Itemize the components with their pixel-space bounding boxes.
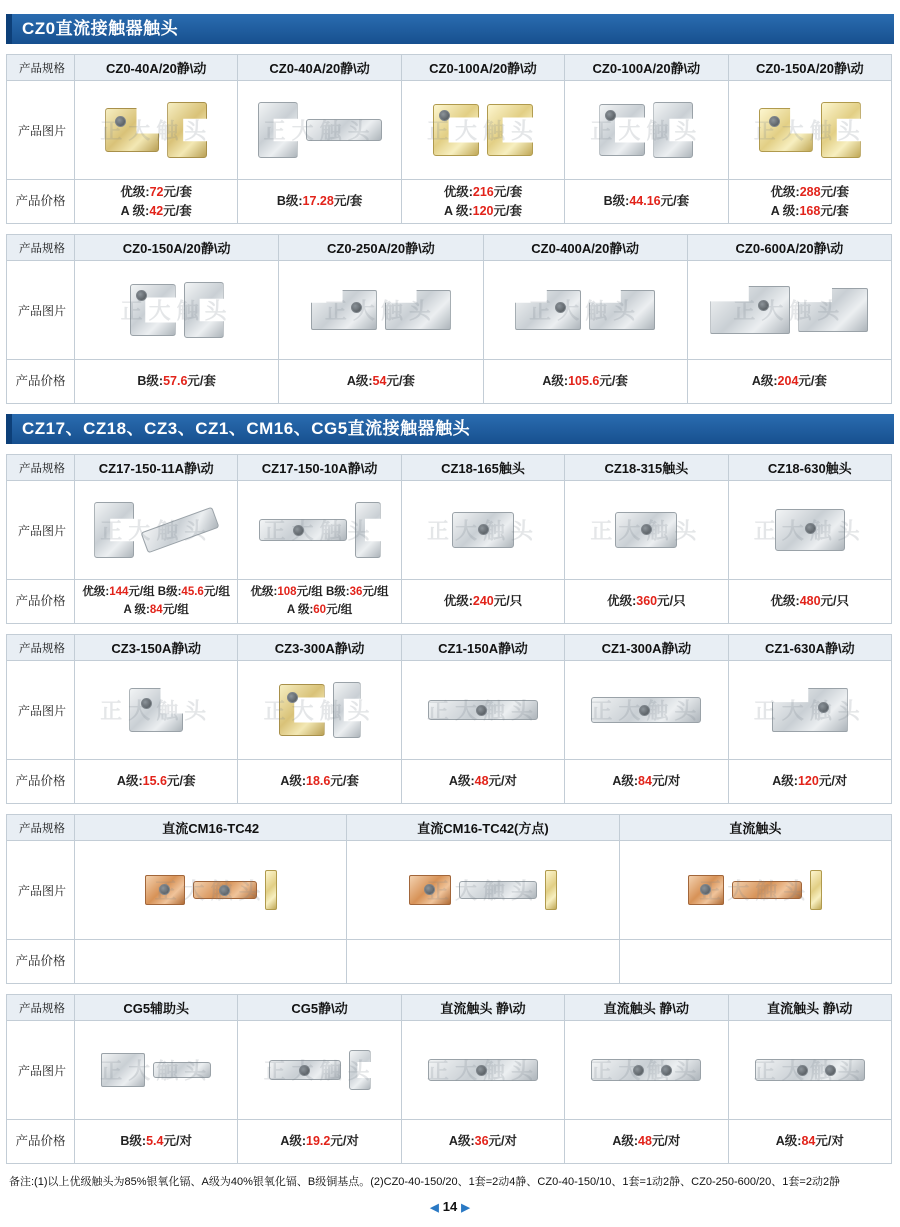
product-image-cell — [483, 261, 687, 360]
price-cell — [728, 760, 891, 804]
price-cell — [728, 180, 891, 224]
price-cell — [347, 940, 619, 984]
product-image-cell — [565, 1021, 728, 1120]
row-label-spec: 产品规格 — [7, 995, 75, 1021]
product-image-cell — [75, 81, 238, 180]
table-row — [7, 995, 892, 1021]
price-cell — [565, 1120, 728, 1164]
product-image-cell — [401, 1021, 564, 1120]
spec-cell: CZ17-150-11A静\动 — [75, 455, 238, 481]
price-cell — [279, 360, 483, 404]
product-image-cell — [728, 81, 891, 180]
product-image-cell — [565, 81, 728, 180]
spec-cell: CZ18-630触头 — [728, 455, 891, 481]
row-label-image: 产品图片 — [7, 1021, 75, 1120]
watermark: 正大触头 — [733, 298, 846, 324]
price-cell — [401, 180, 564, 224]
table-row — [7, 940, 892, 984]
product-table — [6, 234, 892, 404]
price-text: 优级:240元/只 — [443, 594, 523, 609]
product-image-cell — [401, 661, 564, 760]
row-label-spec: 产品规格 — [7, 635, 75, 661]
price-text: 优级:360元/只 — [607, 594, 686, 609]
table-row — [7, 455, 892, 481]
spec-cell: CZ0-250A/20静\动 — [279, 235, 483, 261]
row-label-image: 产品图片 — [7, 661, 75, 760]
table-row — [7, 55, 892, 81]
product-image-cell — [728, 1021, 891, 1120]
left-caret-icon: ◀ — [430, 1201, 439, 1214]
watermark: 正大触头 — [590, 1058, 703, 1084]
spec-cell: 直流触头 静\动 — [565, 995, 728, 1021]
product-image-cell — [565, 481, 728, 580]
spec-cell: 直流触头 静\动 — [728, 995, 891, 1021]
product-table — [6, 54, 892, 224]
product-image-cell — [279, 261, 483, 360]
product-image-cell — [238, 81, 401, 180]
watermark: 正大触头 — [263, 518, 376, 544]
row-label-image: 产品图片 — [7, 261, 75, 360]
product-image-cell — [75, 1021, 238, 1120]
product-image-cell — [238, 661, 401, 760]
price-text: A 级:84元/组 — [123, 603, 189, 616]
price-cell — [619, 940, 891, 984]
price-cell — [483, 360, 687, 404]
watermark: 正大触头 — [753, 118, 866, 144]
price-cell — [728, 1120, 891, 1164]
product-image-cell — [347, 841, 619, 940]
price-text: A级:84元/对 — [612, 774, 681, 789]
spec-cell: CZ0-40A/20静\动 — [238, 55, 401, 81]
row-label-price: 产品价格 — [7, 360, 75, 404]
spec-cell: 直流CM16-TC42 — [75, 815, 347, 841]
spec-cell: CZ18-315触头 — [565, 455, 728, 481]
price-cell — [75, 360, 279, 404]
product-image-cell — [75, 841, 347, 940]
watermark: 正大触头 — [100, 118, 213, 144]
price-cell — [565, 580, 728, 624]
spec-cell: CZ0-40A/20静\动 — [75, 55, 238, 81]
row-label-price: 产品价格 — [7, 760, 75, 804]
row-label-image: 产品图片 — [7, 81, 75, 180]
row-label-spec: 产品规格 — [7, 455, 75, 481]
spec-cell: CZ0-150A/20静\动 — [75, 235, 279, 261]
price-text: 优级:72元/套 — [120, 184, 192, 199]
watermark: 正大触头 — [154, 878, 267, 904]
price-text: B级:17.28元/套 — [276, 194, 363, 209]
price-cell — [75, 580, 238, 624]
table-row — [7, 580, 892, 624]
spec-cell: CZ3-150A静\动 — [75, 635, 238, 661]
product-image-cell — [238, 1021, 401, 1120]
price-text: A级:105.6元/套 — [542, 374, 628, 389]
spec-cell: CZ0-400A/20静\动 — [483, 235, 687, 261]
spec-cell: 直流CM16-TC42(方点) — [347, 815, 619, 841]
price-text: B级:57.6元/套 — [137, 374, 216, 389]
price-text: A级:36元/对 — [448, 1134, 518, 1149]
price-cell — [401, 580, 564, 624]
section-header-cz17 — [6, 414, 894, 444]
table-row — [7, 481, 892, 580]
product-image-cell — [565, 661, 728, 760]
table-row — [7, 180, 892, 224]
product-image-cell — [728, 481, 891, 580]
product-image-cell — [619, 841, 891, 940]
section-title: CZ17、CZ18、CZ3、CZ1、CM16、CG5直流接触器触头 — [22, 419, 471, 438]
price-text: A级:48元/对 — [448, 774, 518, 789]
price-text: A 级:60元/组 — [286, 603, 353, 616]
price-text: A级:18.6元/套 — [280, 774, 359, 789]
table-row — [7, 235, 892, 261]
watermark: 正大触头 — [426, 118, 539, 144]
price-cell — [238, 760, 401, 804]
price-cell — [75, 760, 238, 804]
table-row — [7, 841, 892, 940]
spec-cell: CZ0-150A/20静\动 — [728, 55, 891, 81]
price-cell — [565, 760, 728, 804]
watermark: 正大触头 — [100, 1058, 213, 1084]
row-label-image: 产品图片 — [7, 481, 75, 580]
table-row — [7, 261, 892, 360]
price-text: A级:15.6元/套 — [116, 774, 196, 789]
price-cell — [75, 180, 238, 224]
price-text: B级:5.4元/对 — [120, 1134, 192, 1149]
table-row — [7, 360, 892, 404]
price-cell — [728, 580, 891, 624]
spec-cell: CZ17-150-10A静\动 — [238, 455, 401, 481]
row-label-price: 产品价格 — [7, 940, 75, 984]
product-image-cell — [728, 661, 891, 760]
price-cell — [687, 360, 891, 404]
watermark: 正大触头 — [263, 1058, 376, 1084]
table-row — [7, 81, 892, 180]
watermark: 正大触头 — [590, 698, 703, 724]
table-row — [7, 635, 892, 661]
spec-cell: 直流触头 — [619, 815, 891, 841]
spec-cell: CZ0-600A/20静\动 — [687, 235, 891, 261]
watermark: 正大触头 — [426, 1058, 539, 1084]
price-text: 优级:480元/只 — [770, 594, 850, 609]
price-text: 优级:216元/套 — [443, 184, 523, 199]
product-image-cell — [75, 261, 279, 360]
price-cell — [238, 580, 401, 624]
price-cell — [75, 940, 347, 984]
section-header-cz0 — [6, 14, 894, 44]
price-text: A级:120元/对 — [772, 774, 848, 789]
right-caret-icon: ▶ — [461, 1201, 470, 1214]
price-text: 优级:144元/组 B级:45.6元/组 — [82, 586, 231, 599]
watermark: 正大触头 — [529, 298, 642, 324]
spec-cell: CG5辅助头 — [75, 995, 238, 1021]
watermark: 正大触头 — [263, 118, 376, 144]
row-label-spec: 产品规格 — [7, 235, 75, 261]
spec-cell: CZ0-100A/20静\动 — [565, 55, 728, 81]
watermark: 正大触头 — [426, 878, 539, 904]
table-row — [7, 815, 892, 841]
price-cell — [401, 760, 564, 804]
watermark: 正大触头 — [590, 518, 703, 544]
watermark: 正大触头 — [590, 118, 703, 144]
watermark: 正大触头 — [753, 1058, 866, 1084]
price-text: A级:19.2元/对 — [280, 1134, 359, 1149]
row-label-price: 产品价格 — [7, 1120, 75, 1164]
product-image-cell — [401, 481, 564, 580]
product-table — [6, 454, 892, 624]
spec-cell: CZ18-165触头 — [401, 455, 564, 481]
table-row — [7, 661, 892, 760]
row-label-spec: 产品规格 — [7, 55, 75, 81]
watermark: 正大触头 — [753, 518, 866, 544]
footnote: 备注:(1)以上优级触头为85%银氧化镉、A级为40%银氧化镉、B级铜基点。(2)CZ0-40-150/20、1套=2动4静、CZ0-40-150/10、1套=1动2静、CZ0-250-600/20、1套=2动2静 — [9, 1176, 841, 1188]
watermark: 正大触头 — [699, 878, 812, 904]
price-text: 优级:288元/套 — [770, 184, 850, 199]
product-table — [6, 994, 892, 1164]
product-table — [6, 814, 892, 984]
table-row — [7, 1021, 892, 1120]
price-text: A级:48元/对 — [612, 1134, 681, 1149]
price-text: 优级:108元/组 B级:36元/组 — [250, 586, 389, 599]
product-image-cell — [401, 81, 564, 180]
watermark: 正大触头 — [100, 698, 213, 724]
price-text: A 级:120元/套 — [443, 203, 522, 218]
spec-cell: CZ3-300A静\动 — [238, 635, 401, 661]
watermark: 正大触头 — [753, 698, 866, 724]
price-cell — [238, 1120, 401, 1164]
watermark: 正大触头 — [426, 698, 539, 724]
row-label-image: 产品图片 — [7, 841, 75, 940]
watermark: 正大触头 — [100, 518, 213, 544]
price-cell — [238, 180, 401, 224]
table-row — [7, 760, 892, 804]
table-row — [7, 1120, 892, 1164]
watermark: 正大触头 — [120, 298, 233, 324]
product-image-cell — [75, 661, 238, 760]
spec-cell: CZ1-300A静\动 — [565, 635, 728, 661]
product-image-cell — [687, 261, 891, 360]
section-title: CZ0直流接触器触头 — [22, 19, 179, 38]
page-footer — [6, 1199, 894, 1224]
price-text: B级:44.16元/套 — [603, 194, 690, 209]
price-text: A级:84元/对 — [775, 1134, 844, 1149]
price-text: A级:204元/套 — [751, 374, 827, 389]
row-label-spec: 产品规格 — [7, 815, 75, 841]
spec-cell: 直流触头 静\动 — [401, 995, 564, 1021]
page-number: 14 — [442, 1198, 458, 1214]
spec-cell: CG5静\动 — [238, 995, 401, 1021]
spec-cell: CZ0-100A/20静\动 — [401, 55, 564, 81]
price-cell — [401, 1120, 564, 1164]
watermark: 正大触头 — [324, 298, 437, 324]
row-label-price: 产品价格 — [7, 580, 75, 624]
price-text: A 级:42元/套 — [120, 203, 192, 218]
spec-cell: CZ1-150A静\动 — [401, 635, 564, 661]
spec-cell: CZ1-630A静\动 — [728, 635, 891, 661]
product-table — [6, 634, 892, 804]
row-label-price: 产品价格 — [7, 180, 75, 224]
watermark: 正大触头 — [426, 518, 539, 544]
watermark: 正大触头 — [263, 698, 376, 724]
price-cell — [565, 180, 728, 224]
price-text: A级:54元/套 — [346, 374, 415, 389]
product-image-cell — [238, 481, 401, 580]
price-text: A 级:168元/套 — [770, 203, 849, 218]
price-cell — [75, 1120, 238, 1164]
product-image-cell — [75, 481, 238, 580]
